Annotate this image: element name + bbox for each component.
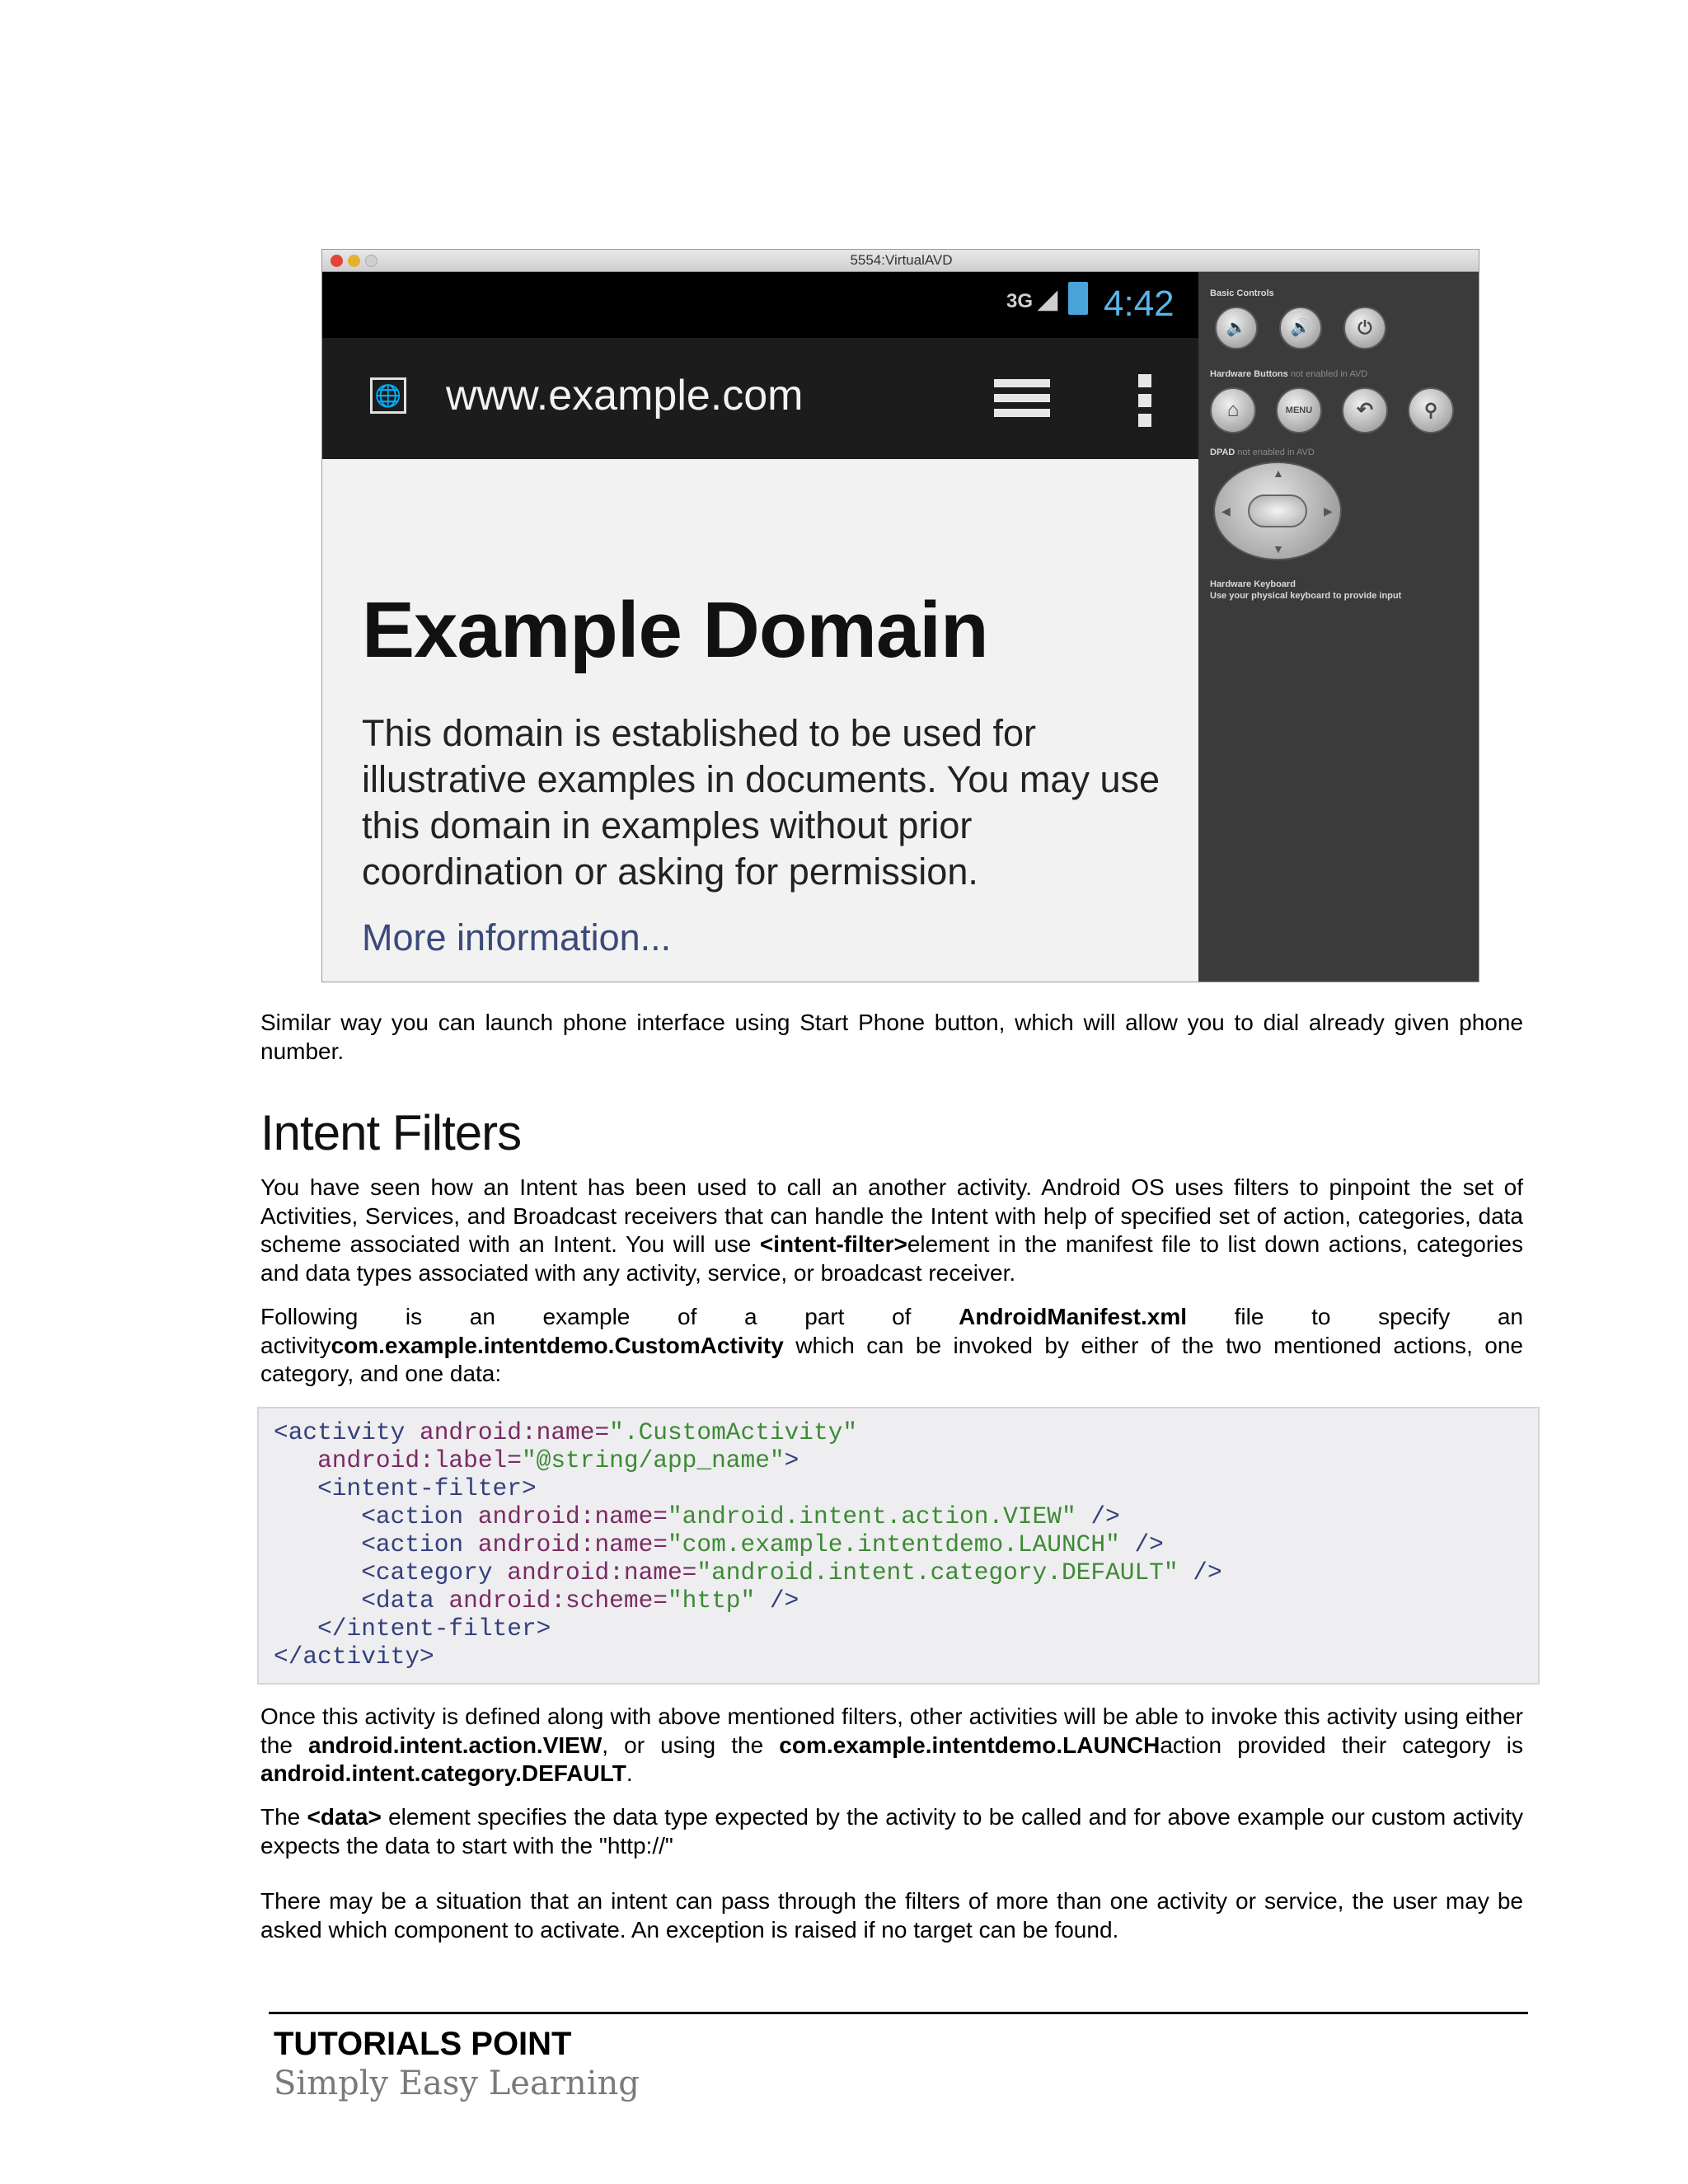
activity-class-name: com.example.intentdemo.CustomActivity [331, 1332, 784, 1358]
overflow-menu-icon[interactable] [1138, 374, 1151, 427]
dpad-right-icon[interactable]: ▶ [1324, 504, 1333, 518]
webpage-heading: Example Domain [362, 586, 988, 674]
text-run: Once this activity is defined along with above mentioned filters, other activities will be able to invoke this activity using either the [260, 1704, 1523, 1758]
action-view-term: android.intent.action.VIEW [308, 1732, 603, 1758]
intent-filter-term: <intent-filter> [759, 1231, 907, 1257]
dpad-down-icon[interactable]: ▼ [1273, 542, 1284, 555]
dpad-control[interactable] [1213, 462, 1342, 560]
dpad-center-button[interactable] [1248, 494, 1307, 527]
paragraph-invoke-activity [260, 1703, 1523, 1788]
search-icon[interactable]: ⚲ [1408, 387, 1454, 434]
url-field[interactable]: www.example.com [446, 372, 804, 419]
network-type: 3G [1006, 290, 1034, 312]
text-run: . [626, 1760, 633, 1786]
text-run: The [260, 1804, 307, 1830]
volume-up-button[interactable]: 🔊 [1279, 307, 1322, 349]
window-title: 5554:VirtualAVD [850, 252, 953, 268]
dpad-left-icon[interactable]: ◀ [1221, 504, 1231, 518]
tabs-icon[interactable] [994, 379, 1050, 420]
volume-down-button[interactable]: 🔈 [1215, 307, 1258, 349]
text-run: action provided their category is [1160, 1732, 1524, 1758]
action-launch-term: com.example.intentdemo.LAUNCH [779, 1732, 1160, 1758]
browser-url-bar [322, 338, 1198, 459]
power-button[interactable]: ⏻ [1343, 307, 1386, 349]
window-titlebar [322, 250, 1479, 272]
status-clock: 4:42 [1104, 284, 1175, 324]
menu-button[interactable]: MENU [1276, 387, 1322, 434]
text-run: , or using the [602, 1732, 780, 1758]
battery-icon [1068, 282, 1088, 315]
hardware-buttons-note: not enabled in AVD [1290, 369, 1368, 379]
emulator-controls-panel [1198, 272, 1479, 982]
paragraph-manifest-example [260, 1303, 1523, 1389]
code-block [257, 1407, 1540, 1685]
hardware-keyboard-label [1210, 579, 1474, 602]
webpage-body-text: This domain is established to be used for illustrative examples in documents. You may use this domain in examples without prior coordination or asking for permission. [362, 712, 1160, 893]
code-listing: <activity android:name=".CustomActivity" android:label="@string/app_name"> <intent-filter> <action android:name="android.intent.action.VIEW" /> <action android:name="com.example.intentdemo.LAUNCH" /> <category android:name="android.intent.category.DEFAULT" /> <data android:scheme="http" /> </intent-filter> </activity> [274, 1418, 1222, 1671]
text-run: You have seen how an Intent has been used to call an another activity. Android OS uses filters to pinpoint the set of Activities, Services, and Broadcast receivers that can handle the Intent with help of specified set of action, categories, data scheme associated with an Intent. You will use [260, 1174, 1523, 1257]
signal-icon: ◢ [1038, 286, 1057, 313]
text-run: element in the manifest file to list down actions, categories and data types associated with any activity, service, or broadcast receiver. [260, 1231, 1523, 1286]
dpad-note: not enabled in AVD [1237, 448, 1315, 457]
manifest-filename: AndroidManifest.xml [959, 1304, 1188, 1329]
dpad-up-icon[interactable]: ▲ [1273, 466, 1284, 480]
paragraph-multiple-targets: There may be a situation that an intent can pass through the filters of more than one activity or service, the user may be asked which component to activate. An exception is raised if no target can be found. [260, 1888, 1523, 1943]
globe-icon[interactable]: 🌐 [370, 377, 406, 414]
hardware-buttons-label [1210, 369, 1367, 379]
phone-screen [322, 272, 1198, 982]
paragraph-data-element [260, 1803, 1523, 1860]
home-button[interactable]: ⌂ [1210, 387, 1256, 434]
category-default-term: android.intent.category.DEFAULT [260, 1760, 626, 1786]
hardware-keyboard-note: Use your physical keyboard to provide input [1210, 591, 1402, 601]
basic-controls-label: Basic Controls [1210, 288, 1274, 298]
back-button[interactable]: ↶ [1342, 387, 1388, 434]
footer-divider [269, 2012, 1528, 2014]
section-heading: Intent Filters [260, 1105, 522, 1160]
paragraph-start-phone: Similar way you can launch phone interface using Start Phone button, which will allow you to dial already given phone number. [260, 1010, 1523, 1064]
text-run: which can be invoked by either of the two mentioned actions, one category, and one data: [260, 1332, 1523, 1386]
paragraph-intent-filters [260, 1174, 1523, 1287]
text-run: file to specify an activity [260, 1304, 1523, 1358]
dpad-title: DPAD [1210, 448, 1236, 457]
more-information-link[interactable]: More information... [362, 916, 672, 958]
data-element-term: <data> [307, 1804, 382, 1830]
footer-brand: TUTORIALS POINT [274, 2026, 572, 2062]
text-run: element specifies the data type expected by the activity to be called and for above example our custom activity expects the data to start with the "http://" [260, 1804, 1524, 1858]
dpad-label [1210, 448, 1315, 457]
footer-tagline: Simply Easy Learning [274, 2064, 640, 2102]
hardware-keyboard-title: Hardware Keyboard [1210, 579, 1296, 589]
text-run: Following is an example of a part of [260, 1304, 959, 1329]
status-bar [322, 272, 1198, 338]
hardware-buttons-title: Hardware Buttons [1210, 369, 1288, 379]
network-indicator [1006, 285, 1057, 314]
emulator-screenshot [321, 249, 1479, 982]
